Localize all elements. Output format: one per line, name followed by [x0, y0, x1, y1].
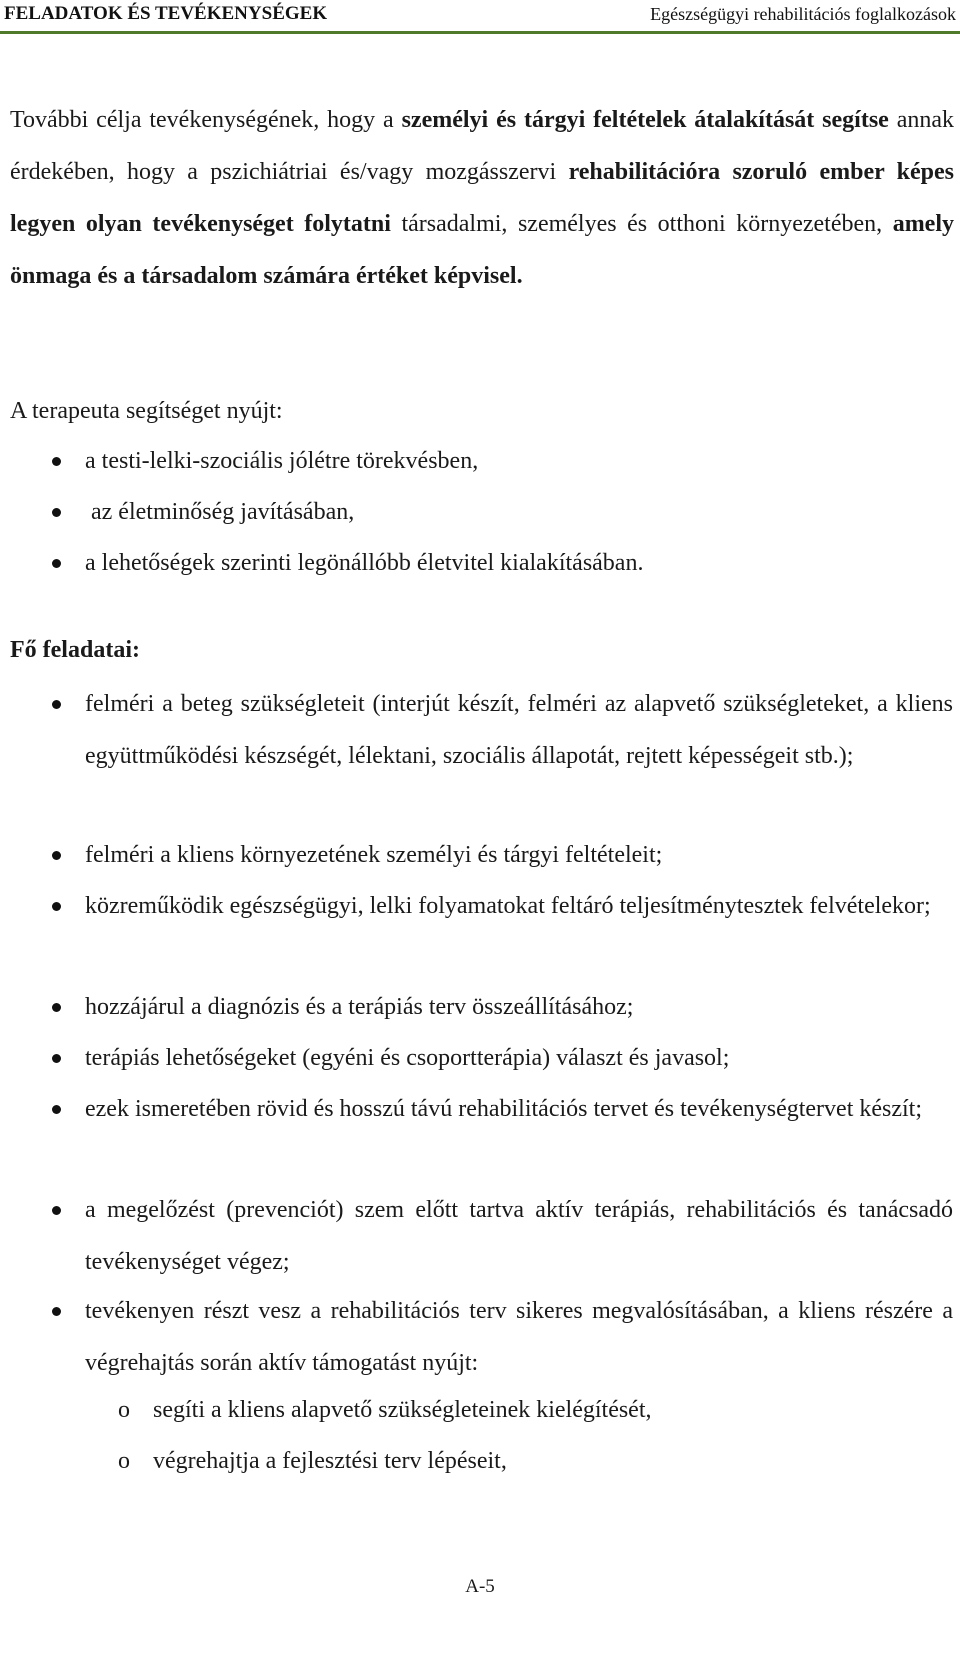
intro-text-2: annak érdekében, hogy a pszichiátriai és/vagy mozgásszervi — [10, 107, 955, 185]
page-header — [0, 0, 960, 34]
task-item-text: tevékenyen részt vesz a rehabilitációs terv sikeres megvalósításában, a kliens részére a végrehajtás során aktív támogatást nyújt: — [85, 1298, 953, 1376]
intro-bold-3: amely önmaga és a társadalom számára értéket képvisel. — [10, 211, 954, 289]
bullet-icon — [52, 700, 61, 709]
header-document-title: Egészségügyi rehabilitációs foglalkozások — [650, 4, 956, 24]
task-item-text: hozzájárul a diagnózis és a terápiás terv összeállításához; — [85, 994, 634, 1020]
page-number: A-5 — [465, 1576, 495, 1597]
task-item-text: felméri a beteg szükségleteit (interjút készít, felméri az alapvető szükségleteket, a kliens együttműködési készségét, lélektani, szociális állapotát, rejtett képességeit stb.); — [85, 691, 953, 769]
task-item-text: a megelőzést (prevenciót) szem előtt tartva aktív terápiás, rehabilitációs és tanácsadó tevékenységet végez; — [85, 1197, 953, 1275]
bullet-icon — [52, 851, 61, 860]
sub-bullet-icon: o — [118, 1397, 130, 1423]
task-item-text: közreműködik egészségügyi, lelki folyamatokat feltáró teljesítménytesztek felvételekor; — [85, 893, 931, 919]
bullet-icon — [52, 1054, 61, 1063]
bullet-icon — [52, 1105, 61, 1114]
main-tasks-heading: Fő feladatai: — [10, 637, 140, 663]
bullet-icon — [52, 1206, 61, 1215]
intro-bold-1: személyi és tárgyi feltételek átalakítását segítse — [401, 107, 889, 133]
task-item-text: felméri a kliens környezetének személyi és tárgyi feltételeit; — [85, 842, 663, 868]
bullet-icon — [52, 508, 61, 517]
bullet-icon — [52, 1307, 61, 1316]
bullet-icon — [52, 902, 61, 911]
bullet-icon — [52, 1003, 61, 1012]
intro-text-3: társadalmi, személyes és otthoni környezetében, — [390, 211, 893, 237]
sub-bullet-icon: o — [118, 1448, 130, 1474]
bullet-icon — [52, 457, 61, 466]
header-section-title: FELADATOK ÉS TEVÉKENYSÉGEK — [4, 3, 328, 24]
task-item-text: terápiás lehetőségeket (egyéni és csoportterápia) választ és javasol; — [85, 1045, 730, 1071]
therapist-item-text: az életminőség javításában, — [85, 499, 355, 525]
task-item-text: ezek ismeretében rövid és hosszú távú rehabilitációs tervet és tevékenységtervet készít; — [85, 1096, 923, 1122]
therapist-item-text: a testi-lelki-szociális jólétre törekvésben, — [85, 448, 479, 474]
bullet-icon — [52, 559, 61, 568]
therapist-lead: A terapeuta segítséget nyújt: — [10, 398, 283, 424]
therapist-item-text: a lehetőségek szerinti legönállóbb életvitel kialakításában. — [85, 550, 644, 576]
subitem-text: segíti a kliens alapvető szükségleteinek kielégítését, — [153, 1397, 652, 1423]
intro-bold-2: rehabilitációra szoruló ember képes legyen olyan tevékenységet folytatni — [10, 159, 955, 237]
subitem-text: végrehajtja a fejlesztési terv lépéseit, — [153, 1448, 507, 1474]
intro-paragraph — [10, 94, 954, 302]
intro-text-1: További célja tevékenységének, hogy a — [10, 107, 402, 133]
